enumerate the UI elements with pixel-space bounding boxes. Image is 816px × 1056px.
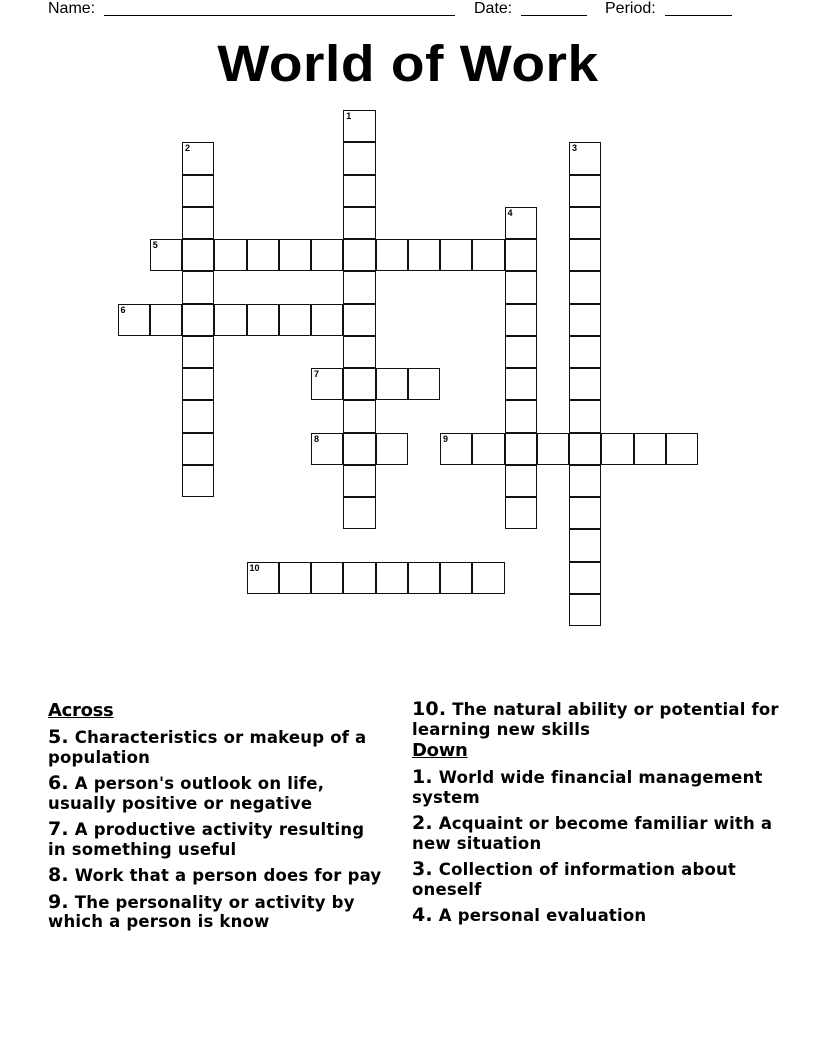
clue-number: 1 <box>346 111 352 121</box>
crossword-cell[interactable] <box>505 400 537 432</box>
crossword-cell[interactable] <box>279 562 311 594</box>
crossword-cell[interactable] <box>505 271 537 303</box>
crossword-cell[interactable] <box>634 433 666 465</box>
crossword-cell[interactable] <box>569 529 601 561</box>
crossword-cell[interactable] <box>182 207 214 239</box>
crossword-cell[interactable] <box>247 239 279 271</box>
crossword-cell[interactable] <box>247 304 279 336</box>
crossword-cell[interactable] <box>311 433 343 465</box>
crossword-cell[interactable] <box>569 304 601 336</box>
clue-across-7: 7. A productive activity resulting in something useful <box>48 818 365 859</box>
crossword-cell[interactable] <box>569 497 601 529</box>
crossword-cell[interactable] <box>182 465 214 497</box>
crossword-cell[interactable] <box>569 562 601 594</box>
crossword-cell[interactable] <box>666 433 698 465</box>
crossword-cell[interactable] <box>505 207 537 239</box>
crossword-cell[interactable] <box>311 304 343 336</box>
crossword-cell[interactable] <box>343 175 375 207</box>
crossword-cell[interactable] <box>569 368 601 400</box>
crossword-cell[interactable] <box>408 562 440 594</box>
crossword-cell[interactable] <box>343 110 375 142</box>
crossword-cell[interactable] <box>182 368 214 400</box>
crossword-cell[interactable] <box>343 271 375 303</box>
crossword-cell[interactable] <box>505 465 537 497</box>
page-title: World of Work <box>217 35 599 92</box>
crossword-cell[interactable] <box>505 239 537 271</box>
clue-down-1: 1. World wide financial management system <box>412 766 763 807</box>
crossword-cell[interactable] <box>182 304 214 336</box>
crossword-cell[interactable] <box>182 336 214 368</box>
crossword-cell[interactable] <box>279 239 311 271</box>
crossword-cell[interactable] <box>472 239 504 271</box>
crossword-cell[interactable] <box>343 400 375 432</box>
crossword-cell[interactable] <box>343 497 375 529</box>
crossword-cell[interactable] <box>505 497 537 529</box>
crossword-cell[interactable] <box>343 239 375 271</box>
crossword-cell[interactable] <box>214 239 246 271</box>
crossword-cell[interactable] <box>505 433 537 465</box>
crossword-cell[interactable] <box>247 562 279 594</box>
crossword-cell[interactable] <box>182 175 214 207</box>
clue-number: 3 <box>572 143 578 154</box>
crossword-cell[interactable] <box>537 433 569 465</box>
crossword-cell[interactable] <box>214 304 246 336</box>
crossword-cell[interactable] <box>343 207 375 239</box>
crossword-cell[interactable] <box>472 433 504 465</box>
clue-number: 7 <box>314 369 320 379</box>
clue-across-8: 8. Work that a person does for pay <box>48 864 382 886</box>
crossword-cell[interactable] <box>440 433 472 465</box>
crossword-cell[interactable] <box>311 239 343 271</box>
clue-down-2: 2. Acquaint or become familiar with a new situation <box>412 812 773 853</box>
clue-number: 10 <box>249 562 260 573</box>
crossword-cell[interactable] <box>569 465 601 497</box>
crossword-cell[interactable] <box>343 336 375 368</box>
crossword-cell[interactable] <box>569 239 601 271</box>
clue-number: 2 <box>185 143 191 154</box>
clue-across-6: 6. A person's outlook on life, usually positive or negative <box>48 772 325 813</box>
clue-across-9: 9. The personality or activity by which a person is know <box>48 890 355 931</box>
across-heading: Across <box>48 700 114 721</box>
crossword-cell[interactable] <box>440 239 472 271</box>
clue-number: 9 <box>443 433 449 444</box>
crossword-cell[interactable] <box>601 433 633 465</box>
crossword-cell[interactable] <box>150 239 182 271</box>
crossword-cell[interactable] <box>279 304 311 336</box>
clues-left-column <box>48 700 388 939</box>
crossword-cell[interactable] <box>376 368 408 400</box>
crossword-cell[interactable] <box>472 562 504 594</box>
clue-down-4: 4. A personal evaluation <box>412 904 647 926</box>
crossword-cell[interactable] <box>343 304 375 336</box>
clue-number: 8 <box>314 433 320 444</box>
crossword-cell[interactable] <box>343 433 375 465</box>
crossword-cell[interactable] <box>343 368 375 400</box>
crossword-cell[interactable] <box>182 271 214 303</box>
crossword-cell[interactable] <box>569 207 601 239</box>
crossword-cell[interactable] <box>569 594 601 626</box>
clue-across-5: 5. Characteristics or makeup of a population <box>48 726 367 767</box>
clue-number: 4 <box>507 207 513 218</box>
crossword-cell[interactable] <box>376 562 408 594</box>
clue-number: 6 <box>120 304 126 315</box>
crossword-cell[interactable] <box>376 433 408 465</box>
crossword-cell[interactable] <box>569 433 601 465</box>
crossword-cell[interactable] <box>569 271 601 303</box>
crossword-cell[interactable] <box>343 465 375 497</box>
clue-across-10: 10. The natural ability or potential for learning new skills <box>412 698 779 739</box>
crossword-cell[interactable] <box>311 562 343 594</box>
crossword-cell[interactable] <box>343 562 375 594</box>
crossword-cell[interactable] <box>182 142 214 174</box>
crossword-cell[interactable] <box>505 336 537 368</box>
crossword-cell[interactable] <box>505 368 537 400</box>
crossword-cell[interactable] <box>182 239 214 271</box>
crossword-cell[interactable] <box>505 304 537 336</box>
date-label: Date: <box>474 0 513 17</box>
crossword-cell[interactable] <box>311 368 343 400</box>
crossword-cell[interactable] <box>569 400 601 432</box>
down-heading: Down <box>412 740 468 761</box>
crossword-cell[interactable] <box>118 304 150 336</box>
crossword-cell[interactable] <box>343 142 375 174</box>
crossword-cell[interactable] <box>569 336 601 368</box>
clue-number: 5 <box>152 240 158 250</box>
clues-right-column <box>412 700 782 933</box>
crossword-cell[interactable] <box>182 433 214 465</box>
crossword-cell[interactable] <box>150 304 182 336</box>
crossword-cell[interactable] <box>408 239 440 271</box>
clue-down-3: 3. Collection of information about oneself <box>412 858 737 899</box>
period-label: Period: <box>605 0 656 17</box>
crossword-cell[interactable] <box>408 368 440 400</box>
crossword-cell[interactable] <box>569 142 601 174</box>
crossword-cell[interactable] <box>569 175 601 207</box>
name-label: Name: <box>48 0 96 17</box>
crossword-cell[interactable] <box>182 400 214 432</box>
crossword-cell[interactable] <box>440 562 472 594</box>
crossword-cell[interactable] <box>376 239 408 271</box>
